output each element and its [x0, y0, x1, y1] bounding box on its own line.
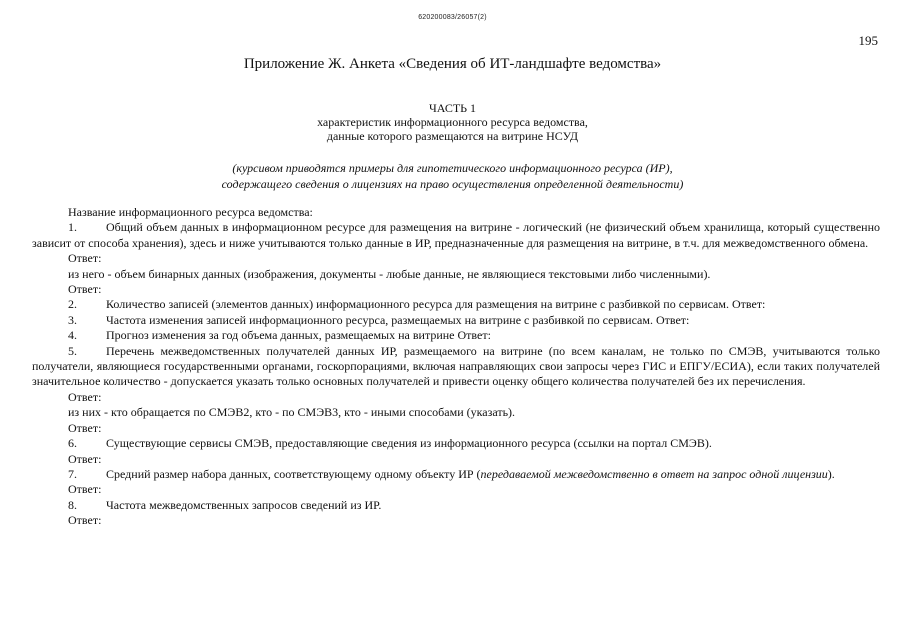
question-2 [32, 297, 880, 312]
question-1-sub: из него - объем бинарных данных (изображения, документы - любые данные, не являющиеся текстовыми либо численными). [68, 266, 711, 281]
answer-label: Ответ: [68, 251, 102, 266]
question-5 [32, 344, 880, 390]
question-7-tail: ). [827, 466, 835, 481]
question-8-number: 8. [68, 497, 77, 512]
answer-label: Ответ: [68, 513, 102, 528]
page-title: Приложение Ж. Анкета «Сведения об ИТ-ландшафте ведомства» [243, 56, 662, 72]
question-6 [32, 436, 880, 451]
question-8 [32, 498, 880, 513]
italic-note-line-2: содержащего сведения о лицензиях на право осуществления определенной деятельности) [221, 177, 684, 191]
part-subtitle-line-2: данные которого размещаются на витрине НСУД [326, 129, 579, 143]
question-2-text: Количество записей (элементов данных) информационного ресурса для размещения на витрине с разбивкой по сервисам. Ответ: [106, 297, 766, 312]
question-7 [32, 467, 880, 482]
question-5-text: Перечень межведомственных получателей данных ИР, размещаемого на витрине (по всем каналам, не только по СМЭВ, учитываются только получатели, являющиеся государственными органами, госкорпорациями, включая направляющих свои запросы через ГИС и ЕПГУ/ЕСИА), если таких получателей значительное количество - допускается указать только основных получателей и привести оценку общего количества получателей без их перечисления. [32, 343, 880, 389]
answer-label: Ответ: [68, 420, 102, 435]
question-8-text: Частота межведомственных запросов сведений из ИР. [106, 497, 382, 512]
document-id: 620200083/26057(2) [418, 14, 487, 21]
question-1 [32, 220, 880, 251]
question-1-number: 1. [68, 220, 77, 235]
question-4 [32, 328, 880, 343]
question-3 [32, 313, 880, 328]
question-6-number: 6. [68, 436, 77, 451]
italic-note [0, 160, 905, 192]
answer-label: Ответ: [68, 389, 102, 404]
questionnaire-body [32, 205, 880, 529]
page-number: 195 [858, 33, 878, 48]
question-7-number: 7. [68, 466, 77, 481]
question-5-sub: из них - кто обращается по СМЭВ2, кто - по СМЭВ3, кто - иными способами (указать). [68, 405, 516, 420]
question-6-text: Существующие сервисы СМЭВ, предоставляющие сведения из информационного ресурса (ссылки на портал СМЭВ). [106, 436, 712, 451]
question-7-example: передаваемой межведомственно в ответ на запрос одной лицензии [480, 466, 828, 481]
question-4-text: Прогноз изменения за год объема данных, размещаемых на витрине Ответ: [106, 328, 491, 343]
question-7-text: Средний размер набора данных, соответствующему одному объекту ИР ( [106, 466, 481, 481]
italic-note-line-1: (курсивом приводятся примеры для гипотетического информационного ресурса (ИР), [232, 161, 673, 175]
question-5-number: 5. [68, 343, 77, 358]
resource-name-label: Название информационного ресурса ведомства: [68, 205, 313, 219]
part-heading-block [0, 101, 905, 143]
question-4-number: 4. [68, 328, 77, 343]
question-3-text: Частота изменения записей информационного ресурса, размещаемых на витрине с разбивкой по сервисам. Ответ: [106, 312, 690, 327]
part-subtitle-line-1: характеристик информационного ресурса ведомства, [317, 115, 588, 129]
question-2-number: 2. [68, 297, 77, 312]
answer-label: Ответ: [68, 451, 102, 466]
question-1-text: Общий объем данных в информационном ресурсе для размещения на витрине - логический (не физический объем хранилища, который существенно зависит от способа хранения), здесь и ниже учитываются только данные в ИР, предназначенные для размещения на витрине, в т.ч. для межведомственного обмена. [32, 220, 880, 250]
answer-label: Ответ: [68, 282, 102, 297]
question-3-number: 3. [68, 312, 77, 327]
answer-label: Ответ: [68, 482, 102, 497]
part-heading: ЧАСТЬ 1 [428, 101, 477, 115]
